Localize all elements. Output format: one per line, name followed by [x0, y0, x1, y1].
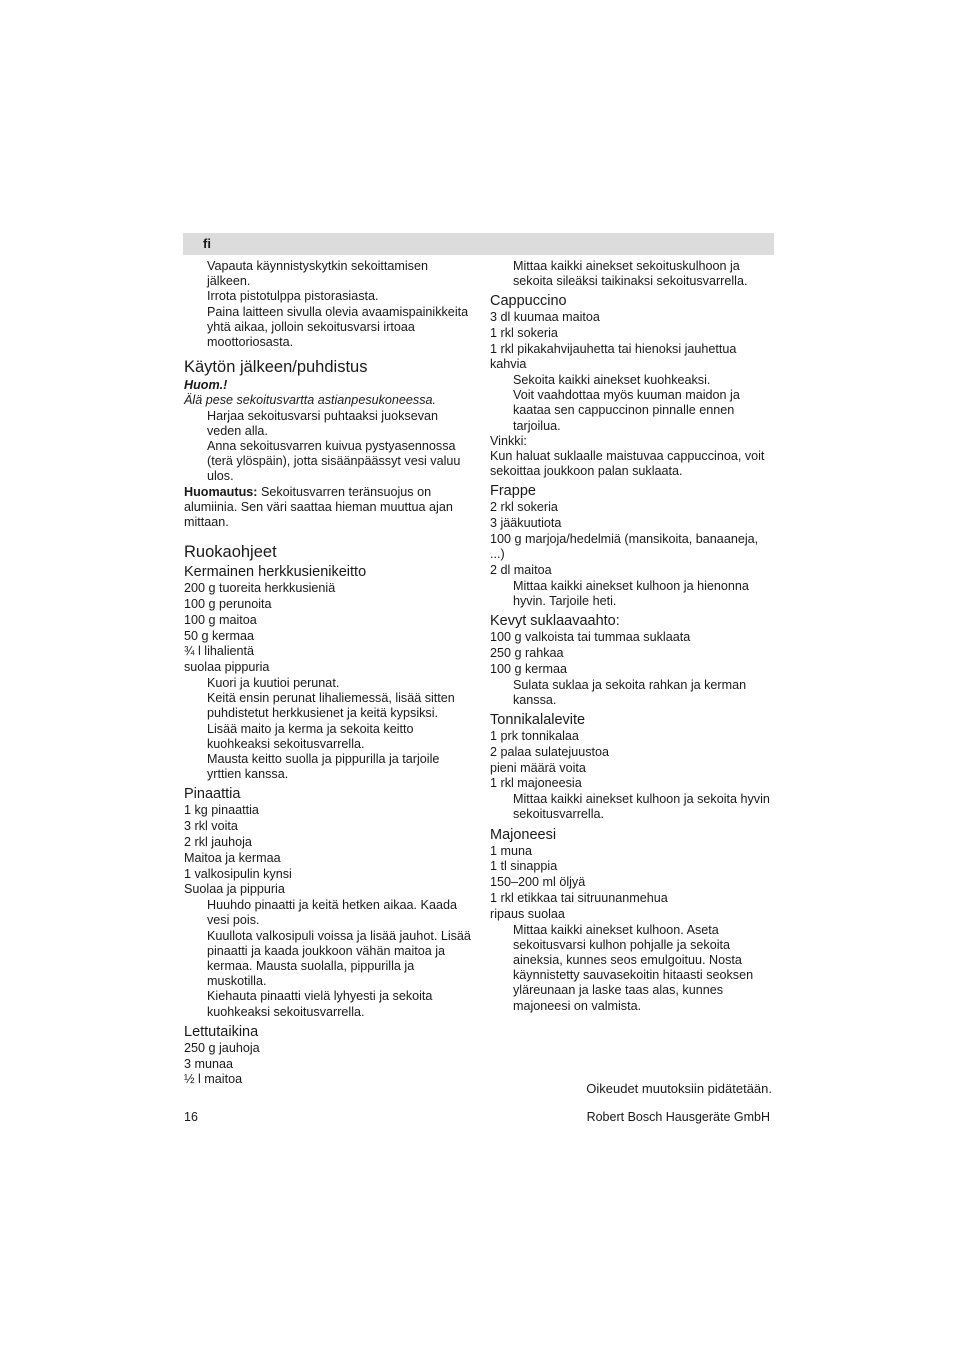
ingredient: 1 rkl etikkaa tai sitruunanmehua: [490, 891, 668, 905]
recipe-step: Lisää maito ja kerma ja sekoita keitto kuohkeaksi sekoitusvarrella.: [207, 721, 414, 751]
ingredient: 1 prk tonnikalaa: [490, 729, 579, 744]
recipe-step: Mittaa kaikki ainekset sekoituskulhoon ja sekoita sileäksi taikinaksi sekoitusvarrella.: [513, 259, 748, 289]
ingredient: 1 kg pinaattia: [184, 803, 259, 818]
ingredient: Maitoa ja kermaa: [184, 850, 281, 865]
cleaning-step: Anna sekoitusvarren kuivua pystyasennossa (terä ylöspäin), jotta sisäänpäässyt vesi valuu ulos.: [207, 439, 461, 484]
recipe-step: Kiehauta pinaatti vielä lyhyesti ja sekoita kuohkeaksi sekoitusvarrella.: [207, 989, 433, 1019]
ingredient: ½ l maitoa: [184, 1072, 243, 1087]
recipe-title-cappuccino: Cappuccino: [490, 293, 567, 310]
left-column: [184, 259, 474, 1088]
ingredient: 2 rkl sokeria: [490, 500, 558, 515]
recipe-step: Huuhdo pinaatti ja keitä hetken aikaa. Kaada vesi pois.: [207, 898, 457, 928]
company-name: Robert Bosch Hausgeräte GmbH: [586, 1110, 770, 1124]
ingredient: pieni määrä voita: [490, 760, 586, 775]
remark-label: Huomautus:: [184, 484, 258, 499]
cleaning-step: Harjaa sekoitusvarsi puhtaaksi juoksevan veden alla.: [207, 408, 439, 438]
ingredient: 3 dl kuumaa maitoa: [490, 310, 600, 325]
recipe-step: Mittaa kaikki ainekset kulhoon ja sekoita hyvin sekoitusvarrella.: [513, 792, 770, 822]
recipe-step: Sulata suklaa ja sekoita rahkan ja kerman kanssa.: [513, 677, 747, 707]
right-column: [490, 259, 774, 1014]
ingredient: 250 g rahkaa: [490, 646, 564, 661]
ingredient: 100 g kermaa: [490, 661, 568, 676]
remark-text: Sekoitusvarren teränsuojus on alumiinia. Sen väri saattaa hieman muuttua ajan mittaan.: [184, 484, 453, 530]
ingredient: 1 rkl pikakahvijauhetta tai hienoksi jauhettua kahvia: [490, 342, 737, 372]
recipe-step: Sekoita kaikki ainekset kuohkeaksi.: [513, 373, 711, 387]
recipe-title-tuna: Tonnikalalevite: [490, 712, 586, 729]
recipe-title-mayo: Majoneesi: [490, 826, 557, 843]
ingredient: 1 tl sinappia: [490, 859, 558, 874]
page-number: 16: [184, 1110, 198, 1124]
intro-step: Paina laitteen sivulla olevia avaamispainikkeita yhtä aikaa, jolloin sekoitusvarsi irtoaa moottoriosasta.: [207, 304, 469, 350]
ingredient: 50 g kermaa: [184, 628, 255, 643]
ingredient: 200 g tuoreita herkkusieniä: [184, 581, 336, 596]
tip-text: Kun haluat suklaalle maistuvaa cappuccinoa, voit sekoittaa joukkoon palan suklaata.: [490, 449, 765, 479]
recipe-title-soup: Kermainen herkkusienikeitto: [184, 564, 367, 581]
recipe-step: Mittaa kaikki ainekset kulhoon ja hienonna hyvin. Tarjoile heti.: [513, 578, 749, 609]
ingredient: 3 munaa: [184, 1056, 234, 1071]
ingredient: 3 jääkuutiota: [490, 516, 562, 531]
remark: [184, 485, 474, 531]
note-title: Huom.!: [184, 378, 228, 393]
recipe-step: Mittaa kaikki ainekset kulhoon. Aseta sekoitusvarsi kulhon pohjalle ja sekoita aineksia, kunnes seos emulgoituu. Nosta käynnistetty sauvasekoitin hitaasti seoksen yläreunaan ja laske taas alas, kunnes majoneesi on valmista.: [513, 922, 754, 1013]
note-text: Älä pese sekoitusvartta astianpesukoneessa.: [184, 393, 437, 408]
ingredient: 100 g maitoa: [184, 612, 257, 627]
ingredient: 2 palaa sulatejuustoa: [490, 744, 610, 759]
ingredient: 1 rkl sokeria: [490, 326, 558, 341]
intro-step: Irrota pistotulppa pistorasiasta.: [207, 289, 379, 304]
ingredient: 100 g perunoita: [184, 597, 272, 612]
language-code: fi: [203, 236, 211, 251]
recipe-title-spinach: Pinaattia: [184, 786, 241, 803]
ingredient: ripaus suolaa: [490, 906, 565, 921]
language-bar: [183, 233, 774, 255]
intro-step: Vapauta käynnistyskytkin sekoittamisen jälkeen.: [207, 259, 428, 289]
recipes-heading: Ruokaohjeet: [184, 543, 277, 562]
recipe-step: Mausta keitto suolla ja pippurilla ja tarjoile yrttien kanssa.: [207, 752, 440, 782]
ingredient: 100 g valkoista tai tummaa suklaata: [490, 630, 691, 645]
ingredient: 2 rkl jauhoja: [184, 835, 252, 850]
tip-label: Vinkki:: [490, 433, 527, 448]
ingredient: 150–200 ml öljyä: [490, 875, 586, 890]
ingredient: 1 valkosipulin kynsi: [184, 866, 292, 881]
recipe-title-batter: Lettutaikina: [184, 1023, 259, 1040]
ingredient: 3 rkl voita: [184, 819, 238, 834]
recipe-step: Voit vaahdottaa myös kuuman maidon ja kaataa sen cappuccinon pinnalle ennen tarjoilua.: [513, 388, 740, 433]
recipe-title-frappe: Frappe: [490, 483, 536, 500]
recipe-title-mousse: Kevyt suklaavaahto:: [490, 613, 620, 630]
ingredient: 2 dl maitoa: [490, 563, 552, 578]
ingredient: 100 g marjoja/hedelmiä (mansikoita, banaaneja, ...): [490, 532, 759, 562]
ingredient: 1 muna: [490, 843, 533, 858]
ingredient: ¾ l lihalientä: [184, 644, 255, 659]
recipe-step: Kuullota valkosipuli voissa ja lisää jauhot. Lisää pinaatti ja kaada joukkoon vähän maitoa ja kermaa. Mausta suolalla, pippurilla ja muskotilla.: [207, 928, 471, 989]
cleaning-heading: Käytön jälkeen/puhdistus: [184, 358, 368, 377]
recipe-step: Keitä ensin perunat lihaliemessä, lisää sitten puhdistetut herkkusienet ja keitä kypsiksi.: [207, 691, 455, 721]
ingredient: 1 rkl majoneesia: [490, 776, 582, 791]
ingredient: 250 g jauhoja: [184, 1040, 260, 1055]
rights-notice: Oikeudet muutoksiin pidätetään.: [586, 1081, 772, 1096]
ingredient: Suolaa ja pippuria: [184, 882, 285, 897]
ingredient: suolaa pippuria: [184, 660, 270, 675]
recipe-step: Kuori ja kuutioi perunat.: [207, 676, 340, 691]
